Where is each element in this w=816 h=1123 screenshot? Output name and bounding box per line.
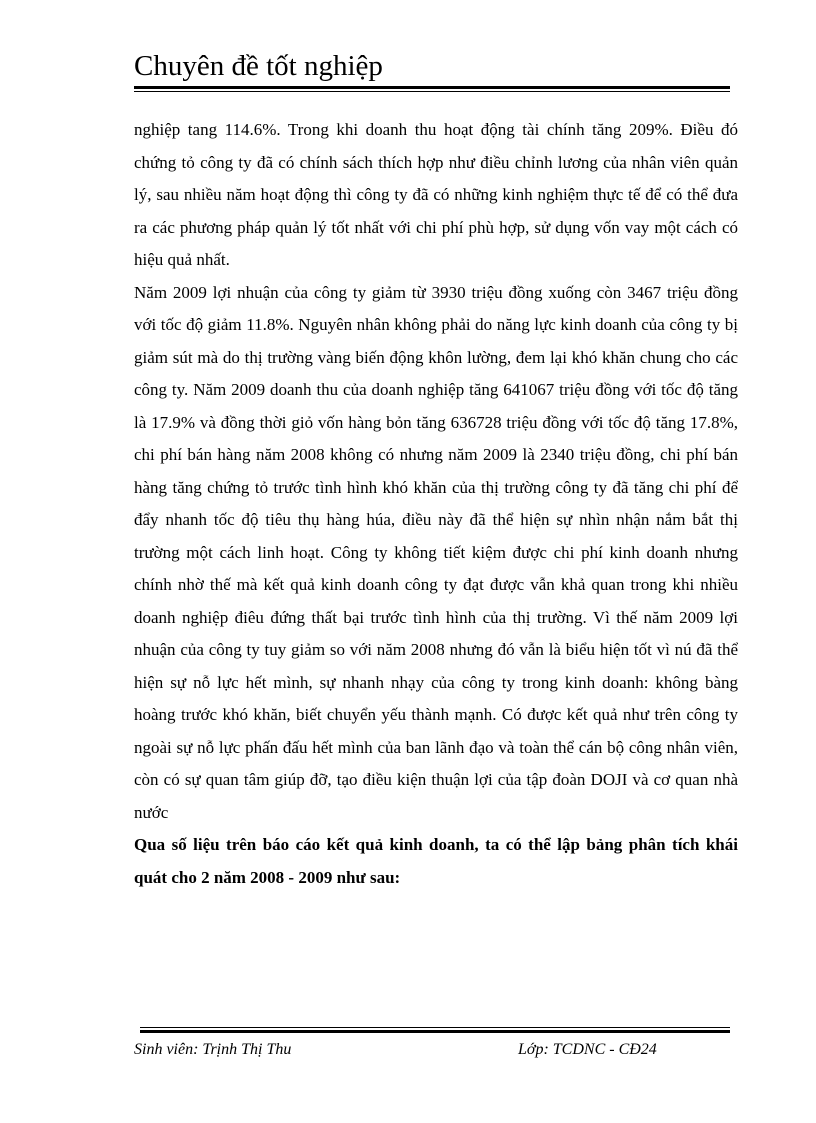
paragraph-table-intro: Qua số liệu trên báo cáo kết quả kinh doanh, ta có thể lập bảng phân tích khái quát cho 2 năm 2008 - 2009 như sau:: [134, 835, 738, 887]
paragraph-profit-analysis: Năm 2009 lợi nhuận của công ty giảm từ 3930 triệu đồng xuống còn 3467 triệu đồng với tốc độ giảm 11.8%. Nguyên nhân không phải do năng lực kinh doanh của công ty bị giảm sút mà do thị trường vàng biến động khôn lường, đem lại khó khăn chung cho các công ty. Năm 2009 doanh thu của doanh nghiệp tăng 641067 triệu đồng với tốc độ tăng là 17.9% và đồng thời giỏ vốn hàng bỏn tăng 636728 triệu đồng với tốc độ tăng 17.8%, chi phí bán hàng năm 2008 không có nhưng năm 2009 là 2340 triệu đồng, chi phí bán hàng tăng chứng tỏ trước tình hình khó khăn của thị trường công ty đã tăng chi phí để đẩy nhanh tốc độ tiêu thụ hàng húa, điều này đã thể hiện sự nhìn nhận nắm bắt thị trường một cách linh hoạt. Công ty không tiết kiệm được chi phí kinh doanh nhưng chính nhờ thế mà kết quả kinh doanh công ty đạt được vẫn khả quan trong khi nhiều doanh nghiệp điêu đứng thất bại trước tình hình của thị trường. Vì thế năm 2009 lợi nhuận của công ty tuy giảm so với năm 2008 nhưng đó vẫn là biểu hiện tốt vì nú đã thể hiện sự nỗ lực hết mình, sự nhanh nhạy của công ty trong kinh doanh: không bàng hoàng trước khó khăn, biết chuyển yếu thành mạnh. Có được kết quả như trên công ty ngoài sự nỗ lực phấn đấu hết mình của ban lãnh đạo và toàn thể cán bộ công nhân viên, còn có sự quan tâm giúp đỡ, tạo điều kiện thuận lợi của tập đoàn DOJI và cơ quan nhà nước: [134, 282, 738, 822]
paragraph-continuation: nghiệp tang 114.6%. Trong khi doanh thu hoạt động tài chính tăng 209%. Điều đó chứng tỏ công ty đã có chính sách thích hợp như điều chỉnh lương của nhân viên quản lý, sau nhiều năm hoạt động thì công ty đã có những kinh nghiệm thực tế để có thể đưa ra các phương pháp quản lý tốt nhất với chi phí phù hợp, sử dụng vốn vay một cách có hiệu quả nhất.: [134, 120, 738, 269]
document-body: [134, 114, 738, 894]
header-rule-thick: [134, 86, 730, 89]
page-header-title: Chuyên đề tốt nghiệp: [134, 50, 383, 82]
footer-rule-thick: [140, 1030, 730, 1033]
footer-rule-thin: [140, 1027, 730, 1028]
header-rule-thin: [134, 91, 730, 92]
footer-class-name: Lớp: TCDNC - CĐ24: [518, 1041, 657, 1058]
footer-student-name: Sinh viên: Trịnh Thị Thu: [134, 1041, 292, 1058]
